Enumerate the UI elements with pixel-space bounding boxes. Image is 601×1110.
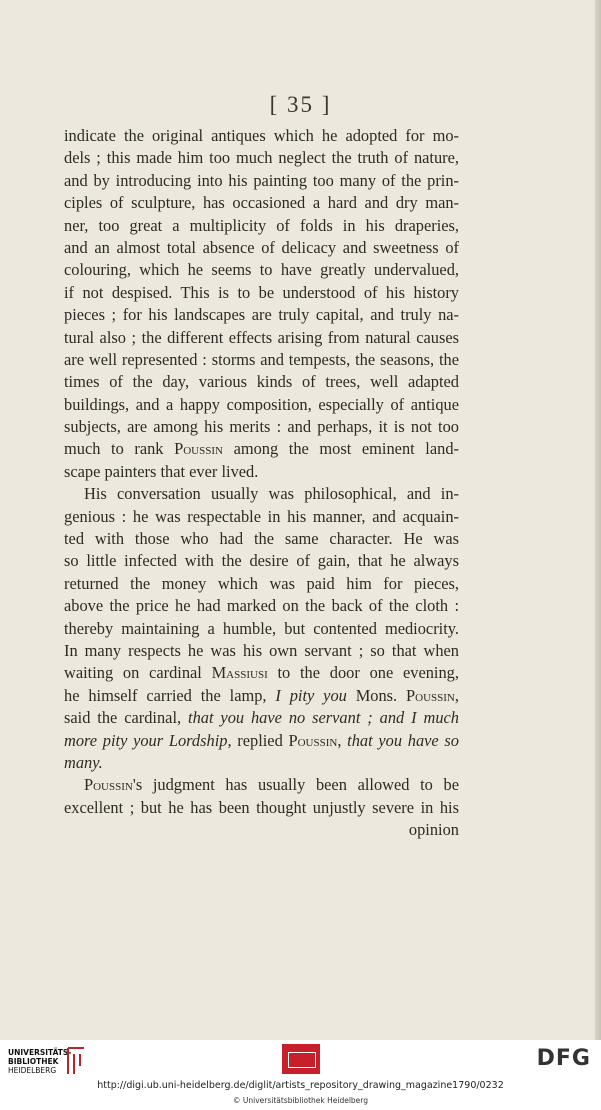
italic-quote: many.	[64, 752, 103, 772]
text-fragment: Mons.	[346, 685, 407, 705]
name-poussin: Poussin	[406, 685, 455, 705]
page-edge-shadow	[595, 0, 601, 1040]
university-library-logo[interactable]	[8, 1046, 90, 1080]
text-line	[64, 774, 459, 796]
copyright-notice: © Universitätsbibliothek Heidelberg	[232, 1096, 368, 1105]
text-line: subjects, are among his merits : and perhaps, it is not too	[64, 417, 459, 437]
text-fragment: 's judgment has usually been allowed to be	[132, 775, 459, 795]
library-footer	[0, 1040, 601, 1110]
text-line: are well represented : storms and tempests, the seasons, the	[64, 349, 459, 369]
text-fragment: he himself carried the lamp,	[64, 685, 276, 705]
text-line: ciples of sculpture, has occasioned a hard and dry man-	[64, 193, 459, 213]
name-poussin: Poussin	[174, 439, 223, 459]
text-line	[64, 662, 459, 684]
text-line: indicate the original antiques which he adopted for mo-	[64, 126, 459, 145]
university-line-1: UNIVERSITÄTS-	[8, 1048, 72, 1057]
digitization-seal-logo	[282, 1044, 320, 1074]
text-line: and an almost total absence of delicacy and sweetness of	[64, 237, 459, 257]
text-line: genious : he was respectable in his manner, and acquain-	[64, 506, 459, 526]
text-line: thereby maintaining a humble, but contented mediocrity.	[64, 618, 459, 638]
text-line: and by introducing into his painting too many of the prin-	[64, 170, 459, 190]
body-text	[64, 125, 459, 842]
text-fragment: ,	[337, 730, 348, 750]
text-line	[64, 707, 459, 729]
name-poussin: Poussin	[288, 730, 338, 750]
text-line	[64, 730, 459, 752]
italic-quote: I pity you	[275, 685, 347, 705]
text-line: so little infected with the desire of gain, that he always	[64, 551, 459, 571]
text-line: times of the day, various kinds of trees, well adapted	[64, 372, 459, 392]
text-fragment: said the cardinal,	[64, 708, 189, 728]
text-line	[64, 752, 459, 774]
text-line: scape painters that ever lived.	[64, 461, 259, 481]
dfg-logo[interactable]: DFG	[536, 1046, 591, 1071]
university-line-3: HEIDELBERG	[8, 1066, 57, 1075]
text-fragment: ,	[454, 685, 459, 705]
university-logo-text	[8, 1048, 71, 1075]
text-line: returned the money which was paid him for pieces,	[64, 573, 459, 593]
text-line: if not despised. This is to be understood of his history	[64, 282, 459, 302]
university-emblem-icon	[64, 1046, 88, 1076]
text-line: excellent ; but he has been thought unjustly severe in his	[64, 797, 459, 817]
text-line: dels ; this made him too much neglect the truth of nature,	[64, 148, 459, 168]
text-line: above the price he had marked on the back of the cloth :	[64, 596, 459, 616]
name-massiusi: Massiusi	[211, 663, 268, 683]
italic-quote: that you have so	[347, 730, 459, 750]
text-line: ted with those who had the same character. He was	[64, 529, 459, 549]
text-line: buildings, and a happy composition, especially of antique	[64, 394, 459, 414]
university-line-2: BIBLIOTHEK	[8, 1057, 59, 1066]
text-line	[64, 438, 459, 460]
text-line: pieces ; for his landscapes are truly capital, and truly na-	[64, 305, 459, 325]
seal-frame-icon	[288, 1052, 316, 1068]
text-line: His conversation usually was philosophical, and in-	[84, 484, 459, 504]
text-line: In many respects he was his own servant ; so that when	[64, 640, 459, 660]
text-line: colouring, which he seems to have greatly undervalued,	[64, 260, 459, 280]
text-fragment: replied	[231, 730, 289, 750]
text-line: tural also ; the different effects arising from natural causes	[64, 327, 459, 347]
text-fragment: waiting on cardinal	[64, 663, 212, 683]
text-fragment: to the door one evening,	[267, 663, 459, 683]
text-line: ner, too great a multiplicity of folds in his draperies,	[64, 215, 459, 235]
text-fragment: much to rank	[64, 439, 175, 459]
permalink-url[interactable]: http://digi.ub.uni-heidelberg.de/diglit/artists_repository_drawing_magazine1790/0232	[97, 1080, 504, 1091]
italic-quote: more pity your Lordship,	[64, 730, 232, 750]
catchword: opinion	[408, 820, 459, 840]
italic-quote: that you have no servant ; and I much	[188, 708, 459, 728]
text-line	[64, 685, 459, 707]
page-number: [ 35 ]	[269, 92, 332, 117]
name-poussin: Poussin	[84, 775, 133, 795]
text-fragment: among the most eminent land-	[222, 439, 459, 459]
